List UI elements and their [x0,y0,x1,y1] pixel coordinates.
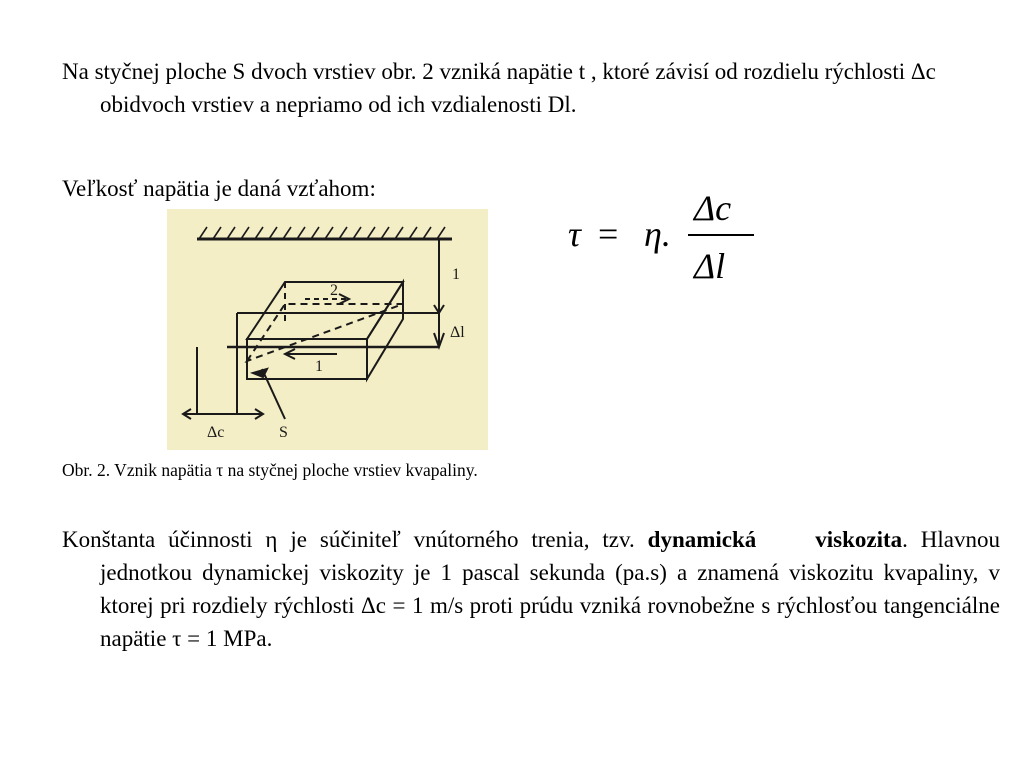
surface-label-s: S [279,424,288,441]
formula-denominator: Δl [694,246,726,286]
viscosity-text-part1: Konštanta účinnosti η je súčiniteľ vnútorného trenia, tzv. [62,527,635,552]
viscosity-formula [560,180,770,290]
layer-label-2: 2 [330,282,338,299]
layer-diagram [167,209,488,450]
formula-intro-text: Veľkosť napätia je daná vzťahom: [62,176,376,201]
figure-caption: Obr. 2. Vznik napätia τ na styčnej ploche vrstiev kvapaliny. [62,460,478,480]
viscosity-paragraph [62,523,1000,655]
dimension-label-dc: Δc [207,424,225,441]
formula-eta: η. [644,214,671,254]
intro-paragraph: Na styčnej ploche S dvoch vrstiev obr. 2 vzniká napätie t , ktoré závisí od rozdielu rýchlosti Δc obidvoch vrstiev a nepriamo od ich vzdialenosti Dl. [62,59,936,117]
viscosity-text-part2: . Hlavnou jednotkou dynamickej viskozity je 1 pascal sekunda (pa.s) a znamená viskozitu kvapaliny, v ktorej pri rozdiely rýchlosti Δc = 1 m/s proti prúdu vzniká rovnobežne s rýchlosťou tangenciálne napätie τ = 1 MPa. [100,527,1001,651]
dimension-label-dl: Δl [450,324,465,341]
dimension-label-1: 1 [452,266,460,283]
formula-numerator: Δc [694,188,732,228]
formula-equals: = [598,214,619,254]
layer-label-1: 1 [315,358,323,375]
term-viscosity: viskozita [815,527,903,552]
term-dynamic: dynamická [647,527,757,552]
layer-diagram-figure [167,209,488,450]
formula-tau: τ [568,214,581,254]
